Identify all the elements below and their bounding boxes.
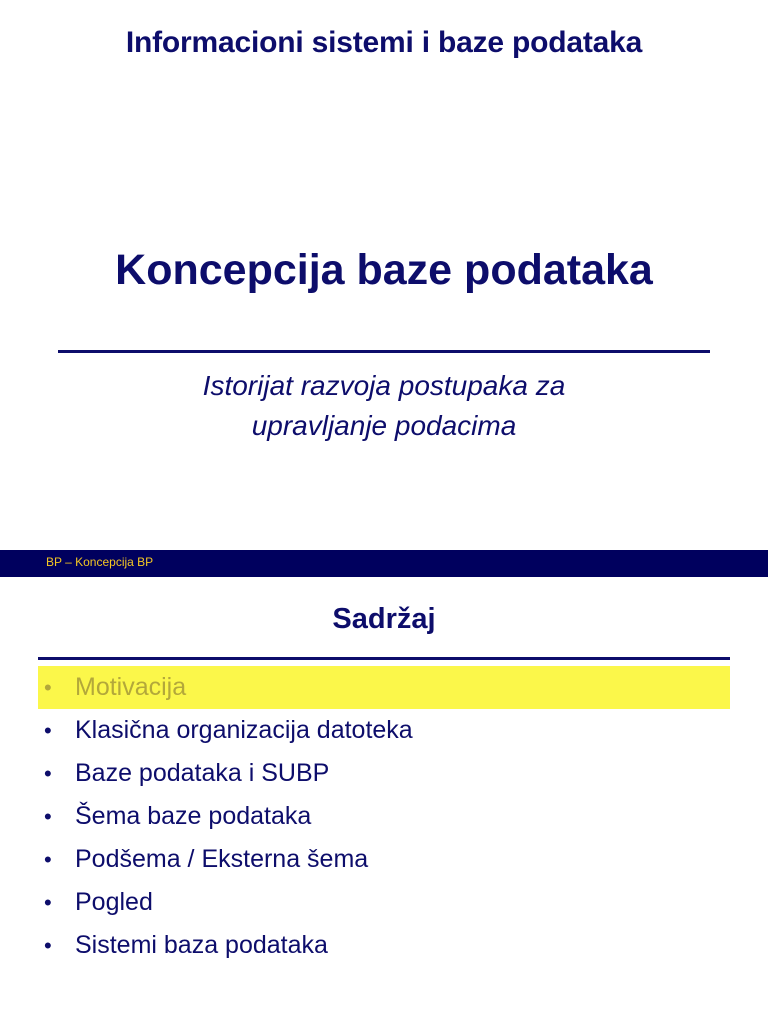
slide-subtitle [0, 366, 768, 446]
bullet-icon: • [44, 804, 52, 829]
contents-divider [38, 657, 730, 660]
bullet-icon: • [44, 847, 52, 872]
list-item-label: Pogled [75, 888, 153, 916]
bullet-icon: • [44, 933, 52, 958]
subtitle-line-1: Istorijat razvoja postupaka za [202, 370, 566, 401]
list-item [38, 838, 730, 881]
list-item-label: Baze podataka i SUBP [75, 759, 330, 787]
list-item [38, 709, 730, 752]
list-item [38, 752, 730, 795]
bullet-icon: • [44, 890, 52, 915]
list-item-label: Podšema / Eksterna šema [75, 845, 369, 873]
list-item [38, 881, 730, 924]
list-item-label: Sistemi baza podataka [75, 931, 328, 959]
list-item-label: Klasična organizacija datoteka [75, 716, 413, 744]
contents-title: Sadržaj [332, 603, 436, 635]
footer-label: BP – Koncepcija BP [46, 555, 154, 569]
subtitle-line-2: upravljanje podacima [251, 410, 517, 441]
list-item-label: Motivacija [75, 673, 187, 701]
title-divider [58, 350, 710, 353]
list-item-highlighted [38, 666, 730, 709]
bullet-icon: • [44, 718, 52, 743]
slide-footer-bar [0, 550, 768, 577]
list-item-label: Šema baze podataka [75, 802, 312, 830]
contents-list [38, 666, 730, 967]
bullet-icon: • [44, 761, 52, 786]
list-item [38, 795, 730, 838]
list-item [38, 924, 730, 967]
slide-main-title: Koncepcija baze podataka [115, 246, 653, 294]
course-title: Informacioni sistemi i baze podataka [125, 26, 643, 59]
bullet-icon: • [44, 675, 52, 700]
